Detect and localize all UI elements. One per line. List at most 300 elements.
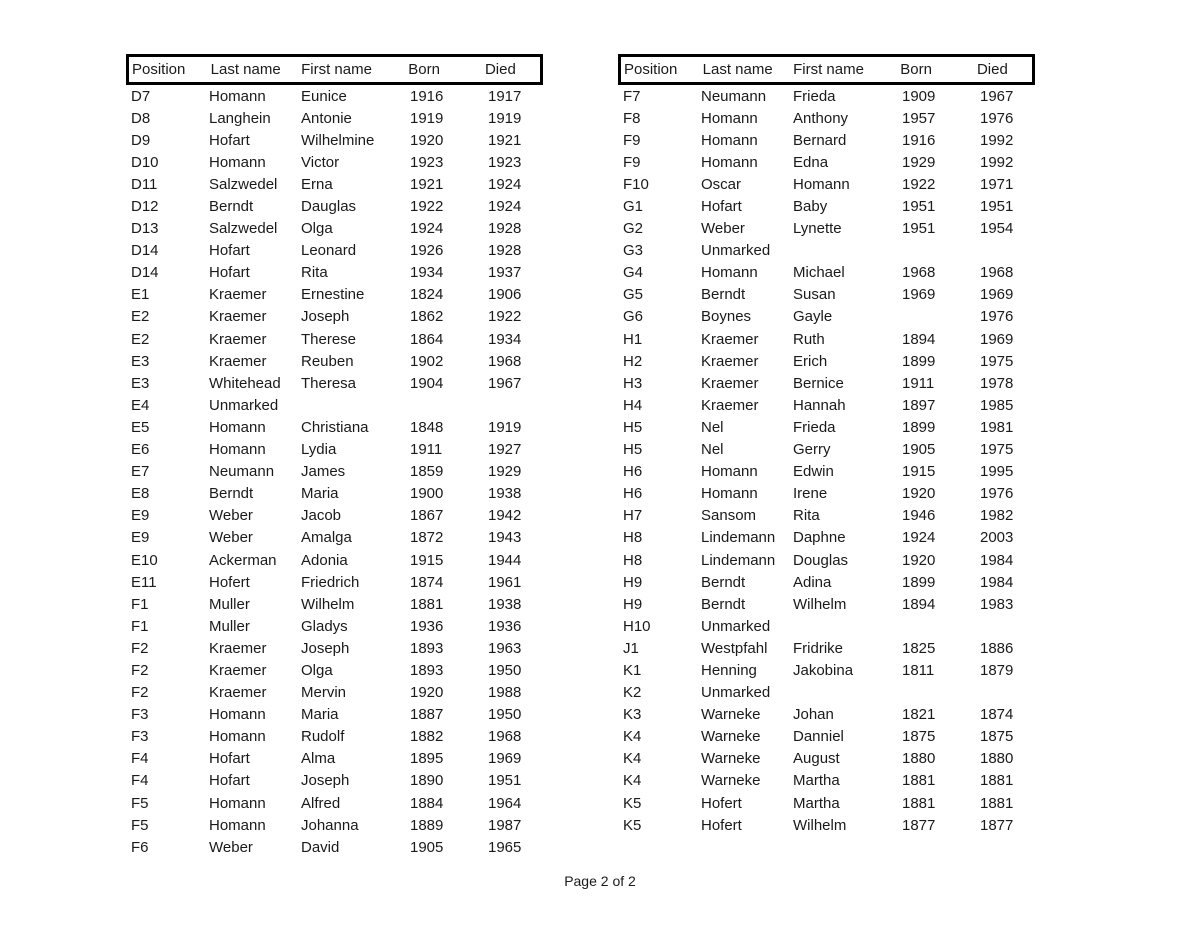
- cell-died: 1943: [488, 529, 522, 547]
- cell-born: 1902: [410, 352, 444, 370]
- table-row: [618, 593, 1036, 615]
- cell-first-name: Susan: [793, 286, 836, 304]
- cell-last-name: Homann: [209, 418, 266, 436]
- cell-died: 1983: [980, 595, 1014, 613]
- cell-last-name: Kraemer: [209, 661, 267, 679]
- cell-position: H8: [623, 529, 643, 547]
- cell-born: 1969: [902, 286, 936, 304]
- cell-position: E3: [131, 374, 150, 392]
- cell-last-name: Lindemann: [701, 551, 776, 569]
- cell-first-name: Mervin: [301, 684, 347, 702]
- cell-died: 1919: [488, 418, 522, 436]
- table-row: [126, 814, 544, 836]
- cell-position: E9: [131, 529, 150, 547]
- cell-position: G3: [623, 242, 644, 260]
- cell-last-name: Hofert: [209, 573, 250, 591]
- cell-position: K4: [623, 750, 642, 768]
- cell-last-name: Warneke: [701, 772, 761, 790]
- cell-first-name: Frieda: [793, 87, 836, 105]
- cell-position: F1: [131, 617, 149, 635]
- cell-born: 1894: [902, 595, 936, 613]
- cell-first-name: Erna: [301, 175, 333, 193]
- header-born: Born: [900, 61, 932, 78]
- left-burial-table: [126, 54, 544, 858]
- cell-last-name: Homann: [701, 153, 758, 171]
- table-row: [126, 770, 544, 792]
- cell-position: K4: [623, 772, 642, 790]
- cell-position: D10: [131, 153, 159, 171]
- table-row: [126, 372, 544, 394]
- table-row: [126, 306, 544, 328]
- cell-last-name: Berndt: [209, 198, 254, 216]
- cell-position: E7: [131, 463, 150, 481]
- cell-died: 1969: [980, 286, 1014, 304]
- table-row: [618, 218, 1036, 240]
- cell-died: 1917: [488, 87, 522, 105]
- cell-first-name: Lynette: [793, 220, 842, 238]
- table-row: [618, 659, 1036, 681]
- cell-first-name: Antonie: [301, 109, 352, 127]
- cell-first-name: Erich: [793, 352, 828, 370]
- cell-first-name: Rudolf: [301, 728, 345, 746]
- cell-first-name: Ruth: [793, 330, 825, 348]
- cell-position: G2: [623, 220, 644, 238]
- cell-first-name: Maria: [301, 706, 339, 724]
- cell-first-name: Rita: [793, 507, 820, 525]
- cell-first-name: Adina: [793, 573, 832, 591]
- cell-position: E2: [131, 308, 150, 326]
- cell-born: 1957: [902, 109, 936, 127]
- table-row: [126, 173, 544, 195]
- cell-first-name: Bernice: [793, 374, 844, 392]
- cell-died: 1950: [488, 706, 522, 724]
- table-row: [618, 792, 1036, 814]
- cell-last-name: Salzwedel: [209, 175, 278, 193]
- cell-born: 1916: [410, 87, 444, 105]
- cell-died: 1934: [488, 330, 522, 348]
- cell-position: D12: [131, 198, 159, 216]
- cell-first-name: Alfred: [301, 794, 341, 812]
- cell-last-name: Weber: [701, 220, 745, 238]
- table-row: [126, 195, 544, 217]
- table-row: [618, 85, 1036, 107]
- table-row: [618, 262, 1036, 284]
- header-born: Born: [408, 61, 440, 78]
- cell-last-name: Homann: [701, 131, 758, 149]
- cell-died: 1938: [488, 595, 522, 613]
- cell-last-name: Kraemer: [209, 639, 267, 657]
- table-row: [618, 682, 1036, 704]
- table-row: [618, 615, 1036, 637]
- cell-last-name: Homann: [701, 485, 758, 503]
- cell-last-name: Unmarked: [701, 617, 771, 635]
- cell-first-name: Hannah: [793, 396, 846, 414]
- cell-born: 1920: [410, 684, 444, 702]
- cell-died: 1968: [488, 352, 522, 370]
- table-row: [126, 748, 544, 770]
- table-row: [126, 615, 544, 637]
- cell-first-name: Therese: [301, 330, 357, 348]
- cell-last-name: Kraemer: [701, 330, 759, 348]
- cell-last-name: Homann: [209, 794, 266, 812]
- cell-position: K2: [623, 684, 642, 702]
- table-row: [126, 350, 544, 372]
- header-first-name: First name: [301, 61, 372, 78]
- cell-died: 1877: [980, 816, 1014, 834]
- cell-born: 1859: [410, 463, 444, 481]
- cell-died: 1992: [980, 153, 1014, 171]
- cell-last-name: Hofart: [701, 198, 742, 216]
- right-table-header: [618, 54, 1035, 85]
- cell-first-name: Johan: [793, 706, 834, 724]
- table-row: [618, 151, 1036, 173]
- cell-last-name: Kraemer: [701, 352, 759, 370]
- cell-died: 1921: [488, 131, 522, 149]
- table-row: [618, 195, 1036, 217]
- cell-position: H3: [623, 374, 643, 392]
- cell-died: 1976: [980, 308, 1014, 326]
- cell-last-name: Berndt: [209, 485, 254, 503]
- cell-last-name: Homann: [209, 728, 266, 746]
- cell-died: 1924: [488, 175, 522, 193]
- cell-first-name: Joseph: [301, 772, 350, 790]
- page-number: Page 2 of 2: [564, 873, 636, 889]
- header-last-name: Last name: [702, 61, 773, 78]
- cell-first-name: Danniel: [793, 728, 844, 746]
- cell-first-name: Eunice: [301, 87, 347, 105]
- cell-last-name: Berndt: [701, 573, 746, 591]
- table-row: [126, 527, 544, 549]
- cell-died: 1969: [980, 330, 1014, 348]
- table-row: [126, 637, 544, 659]
- table-row: [126, 483, 544, 505]
- cell-born: 1924: [902, 529, 936, 547]
- cell-died: 1927: [488, 441, 522, 459]
- cell-died: 1982: [980, 507, 1014, 525]
- cell-position: E1: [131, 286, 150, 304]
- cell-last-name: Lindemann: [701, 529, 776, 547]
- cell-last-name: Henning: [701, 661, 757, 679]
- cell-born: 1881: [410, 595, 444, 613]
- cell-last-name: Hofart: [209, 772, 250, 790]
- cell-born: 1881: [902, 794, 936, 812]
- header-died: Died: [976, 61, 1008, 78]
- cell-born: 1924: [410, 220, 444, 238]
- cell-last-name: Weber: [209, 507, 253, 525]
- cell-born: 1921: [410, 175, 444, 193]
- cell-born: 1899: [902, 418, 936, 436]
- cell-born: 1922: [902, 175, 936, 193]
- cell-position: D8: [131, 109, 151, 127]
- cell-first-name: Joseph: [301, 639, 350, 657]
- cell-born: 1890: [410, 772, 444, 790]
- cell-born: 1909: [902, 87, 936, 105]
- table-row: [618, 416, 1036, 438]
- cell-first-name: Johanna: [301, 816, 359, 834]
- cell-first-name: Amalga: [301, 529, 352, 547]
- table-row: [618, 770, 1036, 792]
- cell-born: 1920: [902, 551, 936, 569]
- table-row: [618, 306, 1036, 328]
- cell-last-name: Oscar: [701, 175, 742, 193]
- cell-last-name: Unmarked: [209, 396, 279, 414]
- header-last-name: Last name: [210, 61, 281, 78]
- cell-died: 1965: [488, 838, 522, 856]
- cell-last-name: Hofart: [209, 242, 250, 260]
- cell-position: F2: [131, 661, 149, 679]
- cell-born: 1864: [410, 330, 444, 348]
- cell-died: 1969: [488, 750, 522, 768]
- cell-born: 1900: [410, 485, 444, 503]
- cell-last-name: Kraemer: [209, 684, 267, 702]
- table-row: [126, 505, 544, 527]
- table-row: [126, 461, 544, 483]
- cell-first-name: Fridrike: [793, 639, 844, 657]
- cell-position: G4: [623, 264, 644, 282]
- cell-first-name: Homann: [793, 175, 850, 193]
- cell-position: D13: [131, 220, 159, 238]
- cell-position: F2: [131, 639, 149, 657]
- cell-position: D11: [131, 175, 158, 193]
- cell-first-name: August: [793, 750, 840, 768]
- table-row: [126, 129, 544, 151]
- cell-position: F3: [131, 728, 149, 746]
- cell-position: G1: [623, 198, 644, 216]
- cell-died: 1875: [980, 728, 1014, 746]
- cell-last-name: Sansom: [701, 507, 757, 525]
- cell-last-name: Homann: [209, 816, 266, 834]
- cell-first-name: Martha: [793, 794, 840, 812]
- cell-died: 1879: [980, 661, 1014, 679]
- cell-position: H5: [623, 418, 643, 436]
- cell-position: E9: [131, 507, 150, 525]
- cell-position: H8: [623, 551, 643, 569]
- cell-position: E2: [131, 330, 150, 348]
- cell-position: F5: [131, 816, 149, 834]
- cell-born: 1934: [410, 264, 444, 282]
- cell-position: K3: [623, 706, 642, 724]
- table-row: [618, 107, 1036, 129]
- table-row: [618, 483, 1036, 505]
- cell-born: 1920: [410, 131, 444, 149]
- cell-first-name: Olga: [301, 220, 333, 238]
- cell-position: J1: [623, 639, 639, 657]
- cell-died: 1968: [488, 728, 522, 746]
- cell-born: 1821: [902, 706, 936, 724]
- cell-died: 1928: [488, 220, 522, 238]
- cell-died: 1954: [980, 220, 1014, 238]
- cell-died: 1975: [980, 352, 1014, 370]
- cell-born: 1824: [410, 286, 444, 304]
- table-row: [126, 218, 544, 240]
- cell-last-name: Weber: [209, 838, 253, 856]
- cell-born: 1872: [410, 529, 444, 547]
- cell-position: D9: [131, 131, 151, 149]
- cell-born: 1911: [410, 441, 443, 459]
- table-row: [126, 704, 544, 726]
- cell-position: F1: [131, 595, 149, 613]
- cell-position: H6: [623, 463, 643, 481]
- cell-position: H9: [623, 573, 643, 591]
- cell-position: E5: [131, 418, 150, 436]
- cell-died: 1936: [488, 617, 522, 635]
- cell-born: 1916: [902, 131, 936, 149]
- cell-first-name: Olga: [301, 661, 333, 679]
- cell-born: 1951: [902, 220, 936, 238]
- table-row: [126, 836, 544, 858]
- cell-position: D14: [131, 264, 159, 282]
- cell-died: 1976: [980, 485, 1014, 503]
- cell-born: 1929: [902, 153, 936, 171]
- cell-first-name: Ernestine: [301, 286, 365, 304]
- cell-born: 1889: [410, 816, 444, 834]
- cell-last-name: Salzwedel: [209, 220, 278, 238]
- cell-born: 1880: [902, 750, 936, 768]
- cell-last-name: Kraemer: [209, 286, 267, 304]
- cell-died: 1880: [980, 750, 1014, 768]
- cell-last-name: Homann: [209, 87, 266, 105]
- cell-born: 1882: [410, 728, 444, 746]
- cell-last-name: Homann: [701, 109, 758, 127]
- cell-first-name: Gayle: [793, 308, 833, 326]
- cell-died: 1874: [980, 706, 1014, 724]
- cell-last-name: Westpfahl: [701, 639, 768, 657]
- cell-died: 1919: [488, 109, 522, 127]
- cell-last-name: Neumann: [701, 87, 767, 105]
- cell-died: 1950: [488, 661, 522, 679]
- cell-position: G5: [623, 286, 644, 304]
- cell-first-name: Jakobina: [793, 661, 854, 679]
- cell-last-name: Homann: [701, 264, 758, 282]
- cell-position: E6: [131, 441, 150, 459]
- table-row: [126, 240, 544, 262]
- cell-died: 1963: [488, 639, 522, 657]
- cell-first-name: Leonard: [301, 242, 357, 260]
- cell-first-name: Wilhelm: [793, 595, 847, 613]
- cell-position: F2: [131, 684, 149, 702]
- table-row: [126, 549, 544, 571]
- cell-first-name: Baby: [793, 198, 828, 216]
- cell-position: F5: [131, 794, 149, 812]
- cell-first-name: Wilhelm: [301, 595, 355, 613]
- cell-died: 1881: [980, 794, 1014, 812]
- cell-died: 2003: [980, 529, 1014, 547]
- cell-died: 1964: [488, 794, 522, 812]
- cell-died: 1944: [488, 551, 522, 569]
- cell-last-name: Hofart: [209, 750, 250, 768]
- cell-died: 1985: [980, 396, 1014, 414]
- cell-first-name: Adonia: [301, 551, 348, 569]
- cell-died: 1988: [488, 684, 522, 702]
- cell-born: 1951: [902, 198, 936, 216]
- cell-last-name: Nel: [701, 418, 724, 436]
- cell-last-name: Weber: [209, 529, 253, 547]
- table-row: [618, 394, 1036, 416]
- cell-born: 1968: [902, 264, 936, 282]
- cell-first-name: James: [301, 463, 346, 481]
- cell-position: F8: [623, 109, 641, 127]
- table-row: [126, 726, 544, 748]
- cell-first-name: Rita: [301, 264, 328, 282]
- cell-first-name: Daphne: [793, 529, 846, 547]
- cell-born: 1904: [410, 374, 444, 392]
- cell-position: K5: [623, 816, 642, 834]
- cell-born: 1894: [902, 330, 936, 348]
- table-row: [126, 682, 544, 704]
- cell-position: G6: [623, 308, 644, 326]
- cell-position: F4: [131, 772, 149, 790]
- table-row: [618, 240, 1036, 262]
- table-row: [126, 107, 544, 129]
- cell-position: E8: [131, 485, 150, 503]
- cell-born: 1867: [410, 507, 444, 525]
- cell-last-name: Muller: [209, 617, 250, 635]
- cell-last-name: Neumann: [209, 463, 275, 481]
- cell-position: F10: [623, 175, 649, 193]
- cell-position: E3: [131, 352, 150, 370]
- header-first-name: First name: [793, 61, 864, 78]
- cell-last-name: Homann: [209, 441, 266, 459]
- cell-born: 1893: [410, 661, 444, 679]
- header-position: Position: [624, 61, 678, 78]
- cell-born: 1922: [410, 198, 444, 216]
- cell-died: 1961: [488, 573, 522, 591]
- cell-position: H5: [623, 441, 643, 459]
- cell-position: F4: [131, 750, 149, 768]
- cell-last-name: Hofert: [701, 816, 742, 834]
- cell-died: 1928: [488, 242, 522, 260]
- cell-first-name: Wilhelmine: [301, 131, 375, 149]
- table-row: [126, 394, 544, 416]
- cell-last-name: Warneke: [701, 750, 761, 768]
- cell-first-name: Michael: [793, 264, 845, 282]
- table-row: [618, 350, 1036, 372]
- cell-born: 1877: [902, 816, 936, 834]
- table-row: [618, 748, 1036, 770]
- cell-first-name: Christiana: [301, 418, 369, 436]
- table-row: [126, 85, 544, 107]
- cell-position: K5: [623, 794, 642, 812]
- table-row: [618, 328, 1036, 350]
- cell-first-name: Lydia: [301, 441, 337, 459]
- cell-born: 1893: [410, 639, 444, 657]
- cell-born: 1862: [410, 308, 444, 326]
- cell-last-name: Kraemer: [701, 374, 759, 392]
- cell-first-name: Frieda: [793, 418, 836, 436]
- table-row: [618, 129, 1036, 151]
- table-row: [618, 372, 1036, 394]
- cell-died: 1976: [980, 109, 1014, 127]
- cell-born: 1920: [902, 485, 936, 503]
- cell-last-name: Unmarked: [701, 242, 771, 260]
- cell-last-name: Warneke: [701, 706, 761, 724]
- left-table-body: [126, 85, 544, 858]
- table-row: [618, 549, 1036, 571]
- table-row: [126, 328, 544, 350]
- cell-died: 1984: [980, 551, 1014, 569]
- cell-died: 1938: [488, 485, 522, 503]
- cell-last-name: Kraemer: [209, 352, 267, 370]
- table-row: [126, 792, 544, 814]
- cell-last-name: Hofart: [209, 264, 250, 282]
- right-burial-table: [618, 54, 1036, 836]
- table-row: [618, 505, 1036, 527]
- cell-last-name: Nel: [701, 441, 724, 459]
- table-row: [126, 659, 544, 681]
- cell-last-name: Kraemer: [209, 330, 267, 348]
- cell-first-name: Alma: [301, 750, 336, 768]
- cell-born: 1905: [902, 441, 936, 459]
